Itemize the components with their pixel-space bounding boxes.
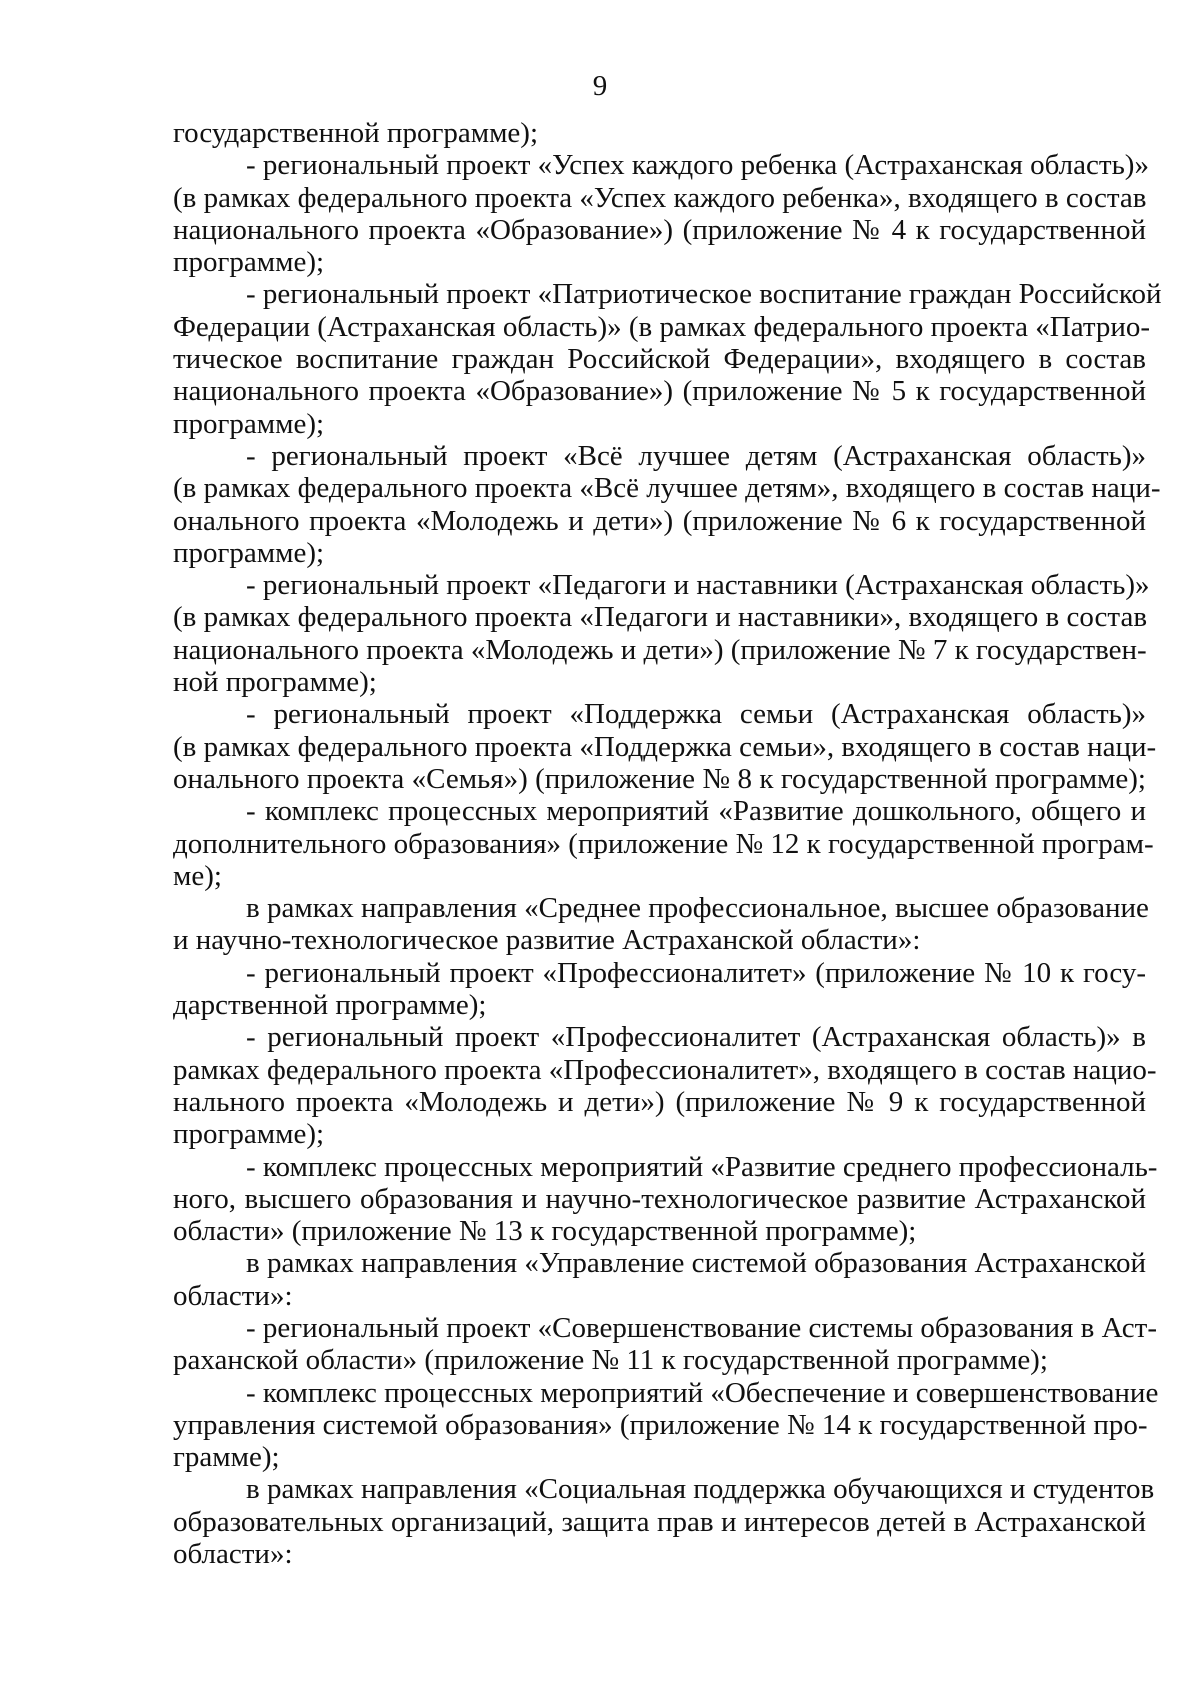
page-number: 9	[592, 70, 608, 102]
text-line: области» (приложение № 13 к государственной программе);	[173, 1215, 917, 1248]
text-line: в рамках направления «Управление системой образования Астраханской	[246, 1247, 1146, 1280]
text-line: управления системой образования» (приложение № 14 к государственной про-	[173, 1408, 1148, 1441]
text-line: национального проекта «Образование») (приложение № 4 к государственной	[173, 213, 1146, 246]
text-line: - региональный проект «Поддержка семьи (Астраханская область)»	[246, 698, 1146, 731]
text-line: программе);	[173, 1118, 325, 1151]
text-line: Федерации (Астраханская область)» (в рамках федерального проекта «Патрио-	[173, 310, 1151, 343]
text-line: онального проекта «Молодежь и дети») (приложение № 6 к государственной	[173, 504, 1146, 537]
text-line: грамме);	[173, 1441, 280, 1474]
text-line: - региональный проект «Педагоги и наставники (Астраханская область)»	[246, 569, 1150, 602]
text-line: области»:	[173, 1279, 293, 1312]
text-line: в рамках направления «Среднее профессиональное, высшее образование	[246, 892, 1149, 925]
text-line: национального проекта «Молодежь и дети») (приложение № 7 к государствен-	[173, 633, 1147, 666]
document-body	[173, 117, 1162, 1571]
text-line: области»:	[173, 1538, 293, 1571]
text-line: - региональный проект «Всё лучшее детям (Астраханская область)»	[246, 439, 1146, 472]
text-line: раханской области» (приложение № 11 к государственной программе);	[173, 1344, 1048, 1377]
text-line: программе);	[173, 407, 325, 440]
text-line: (в рамках федерального проекта «Успех каждого ребенка», входящего в состав	[173, 181, 1147, 214]
text-line: - комплекс процессных мероприятий «Обеспечение и совершенствование	[246, 1376, 1159, 1409]
text-line: рамках федерального проекта «Профессионалитет», входящего в состав нацио-	[173, 1053, 1157, 1086]
text-line: нального проекта «Молодежь и дети») (приложение № 9 к государственной	[173, 1085, 1146, 1118]
text-line: онального проекта «Семья») (приложение № 8 к государственной программе);	[173, 762, 1146, 795]
text-line: - региональный проект «Профессионалитет (Астраханская область)» в	[246, 1021, 1146, 1054]
text-line: тическое воспитание граждан Российской Федерации», входящего в состав	[173, 343, 1146, 376]
text-line: дополнительного образования» (приложение № 12 к государственной програм-	[173, 827, 1154, 860]
text-line: ного, высшего образования и научно-технологическое развитие Астраханской	[173, 1182, 1146, 1215]
text-line: и научно-технологическое развитие Астраханской области»:	[173, 924, 921, 957]
text-line: - региональный проект «Профессионалитет» (приложение № 10 к госу-	[246, 956, 1146, 989]
text-line: ной программе);	[173, 666, 377, 699]
text-line: национального проекта «Образование») (приложение № 5 к государственной	[173, 375, 1146, 408]
text-line: (в рамках федерального проекта «Педагоги и наставники», входящего в состав	[173, 601, 1148, 634]
text-line: (в рамках федерального проекта «Поддержка семьи», входящего в состав наци-	[173, 730, 1157, 763]
text-line: - региональный проект «Совершенствование системы образования в Аст-	[246, 1311, 1158, 1344]
text-line: в рамках направления «Социальная поддержка обучающихся и студентов	[246, 1473, 1155, 1506]
text-line: - комплекс процессных мероприятий «Развитие среднего профессиональ-	[246, 1150, 1158, 1183]
text-line: образовательных организаций, защита прав и интересов детей в Астраханской	[173, 1505, 1146, 1538]
text-line: дарственной программе);	[173, 989, 487, 1022]
text-line: программе);	[173, 536, 325, 569]
text-line: - региональный проект «Успех каждого ребенка (Астраханская область)»	[246, 149, 1149, 182]
text-line: ме);	[173, 859, 222, 892]
text-line: (в рамках федерального проекта «Всё лучшее детям», входящего в состав наци-	[173, 472, 1161, 505]
text-line: программе);	[173, 246, 325, 279]
text-line: - комплекс процессных мероприятий «Развитие дошкольного, общего и	[246, 795, 1146, 828]
text-line: - региональный проект «Патриотическое воспитание граждан Российской	[246, 278, 1162, 311]
text-line: государственной программе);	[173, 117, 539, 149]
